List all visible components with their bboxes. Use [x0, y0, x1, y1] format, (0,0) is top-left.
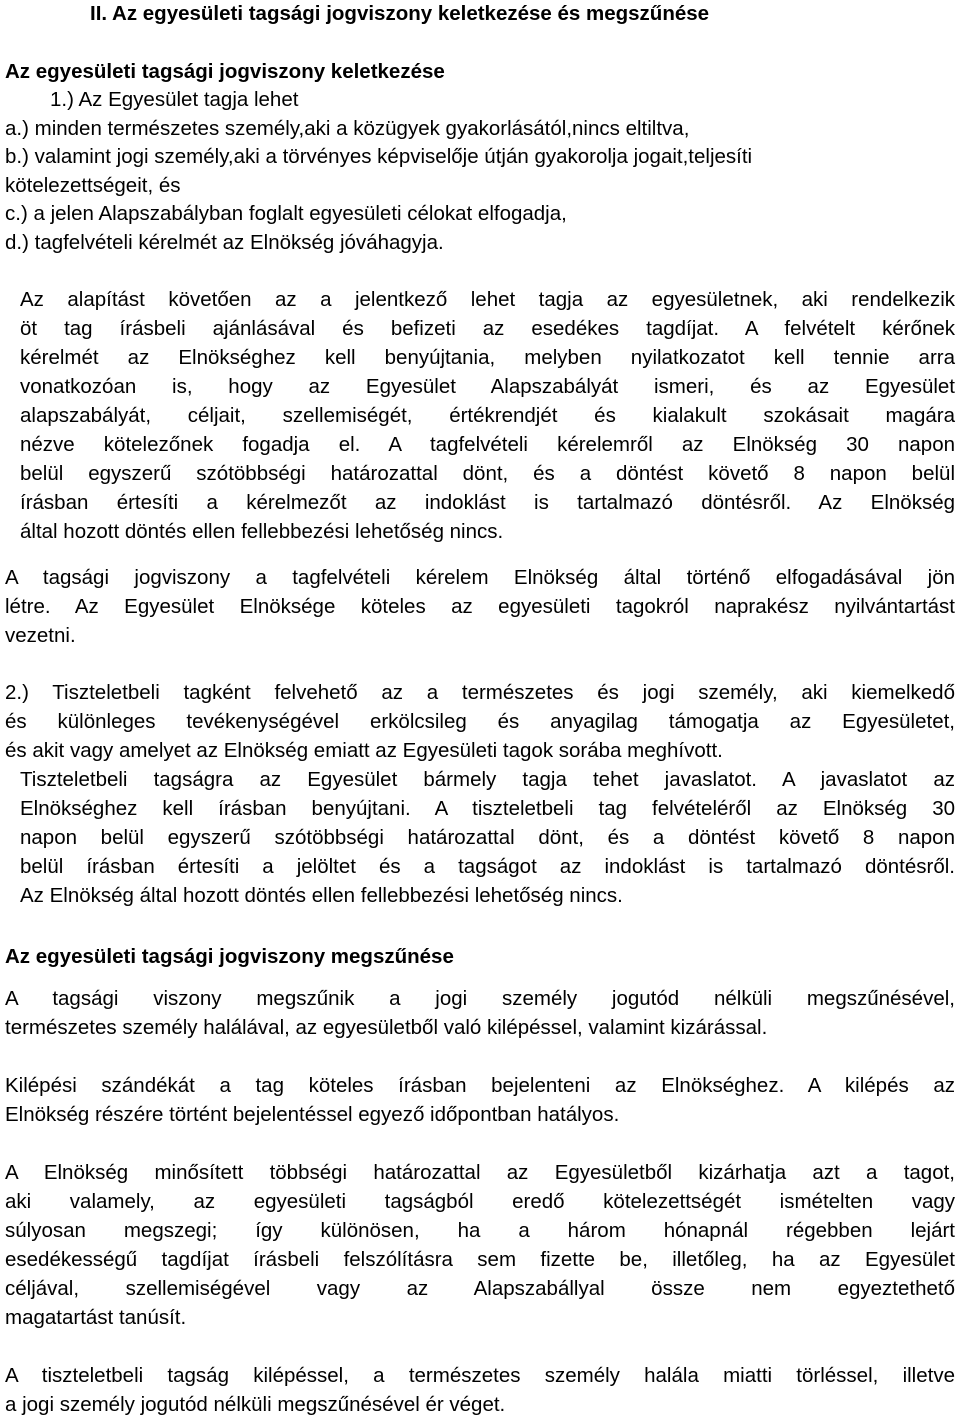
list-item-b-line-2: kötelezettségeit, és [5, 174, 181, 197]
para5-line: természetes személy halálával, az egyesületből való kilépéssel, valamint kizárással. [5, 1016, 768, 1039]
para6-line: Elnökség részére történt bejelentéssel egyező időpontban hatályos. [5, 1103, 620, 1126]
para1-line: vonatkozóan is, hogy az Egyesület Alapszabályát ismeri, és az Egyesület [20, 375, 955, 398]
para7-line: aki valamely, az egyesületi tagságból eredő kötelezettségét ismételten vagy [5, 1190, 955, 1213]
list-item-c: c.) a jelen Alapszabályban foglalt egyesületi célokat elfogadja, [5, 202, 567, 225]
para2-line: vezetni. [5, 624, 76, 647]
para7-line: esedékességű tagdíjat írásbeli felszólításra sem fizette be, illetőleg, ha az Egyesület [5, 1248, 955, 1271]
para4-line: Tiszteletbeli tagságra az Egyesület bármely tagja tehet javaslatot. A javaslatot az [20, 768, 955, 791]
para4-line: Az Elnökség által hozott döntés ellen fellebbezési lehetőség nincs. [20, 884, 623, 907]
subheading-megszunese: Az egyesületi tagsági jogviszony megszűnése [5, 945, 454, 968]
para2-line: létre. Az Egyesület Elnöksége köteles az egyesületi tagokról naprakész nyilvántartást [5, 595, 955, 618]
para7-line: A Elnökség minősített többségi határozattal az Egyesületből kizárhatja azt a tagot, [5, 1161, 955, 1184]
para3-line: és különleges tevékenységével erkölcsileg és anyagilag támogatja az Egyesületet, [5, 710, 955, 733]
para6-line: Kilépési szándékát a tag köteles írásban bejelenteni az Elnökséghez. A kilépés az [5, 1074, 955, 1097]
list-item-b-line-1: b.) valamint jogi személy,aki a törvényes képviselője útján gyakorolja jogait,teljesíti [5, 145, 753, 168]
para1-line: írásban értesíti a kérelmezőt az indoklást is tartalmazó döntésről. Az Elnökség [20, 491, 955, 514]
para7-line: céljával, szellemiségével vagy az Alapszabállyal össze nem egyeztethető [5, 1277, 955, 1300]
list-intro: 1.) Az Egyesület tagja lehet [50, 88, 299, 111]
para4-line: napon belül egyszerű szótöbbségi határozattal dönt, és a döntést követő 8 napon [20, 826, 955, 849]
para7-line: súlyosan megszegi; így különösen, ha a három hónapnál régebben lejárt [5, 1219, 955, 1242]
para1-line: alapszabályát, céljait, szellemiségét, értékrendjét és kialakult szokásait magára [20, 404, 955, 427]
para5-line: A tagsági viszony megszűnik a jogi személy jogutód nélküli megszűnésével, [5, 987, 955, 1010]
para4-line: belül írásban értesíti a jelöltet és a tagságot az indoklást is tartalmazó döntésről. [20, 855, 955, 878]
para8-line: a jogi személy jogutód nélküli megszűnésével ér véget. [5, 1393, 506, 1416]
para3-line: 2.) Tiszteletbeli tagként felvehető az a természetes és jogi személy, aki kiemelkedő [5, 681, 955, 704]
para1-line: Az alapítást követően az a jelentkező lehet tagja az egyesületnek, aki rendelkezik [20, 288, 955, 311]
subheading-keletkezese: Az egyesületi tagsági jogviszony keletkezése [5, 60, 445, 83]
list-item-d: d.) tagfelvételi kérelmét az Elnökség jóváhagyja. [5, 231, 444, 254]
para3-line: és akit vagy amelyet az Elnökség emiatt az Egyesületi tagok sorába meghívott. [5, 739, 723, 762]
para1-line: öt tag írásbeli ajánlásával és befizeti az esedékes tagdíjat. A felvételt kérőnek [20, 317, 955, 340]
para1-line: által hozott döntés ellen fellebbezési lehetőség nincs. [20, 520, 504, 543]
para2-line: A tagsági jogviszony a tagfelvételi kérelem Elnökség által történő elfogadásával jön [5, 566, 955, 589]
list-item-a: a.) minden természetes személy,aki a közügyek gyakorlásától,nincs eltiltva, [5, 117, 690, 140]
para8-line: A tiszteletbeli tagság kilépéssel, a természetes személy halála miatti törléssel, illetve [5, 1364, 955, 1387]
para1-line: belül egyszerű szótöbbségi határozattal dönt, és a döntést követő 8 napon belül [20, 462, 955, 485]
para7-line: magatartást tanúsít. [5, 1306, 187, 1329]
para4-line: Elnökséghez kell írásban benyújtani. A tiszteletbeli tag felvételéről az Elnökség 30 [20, 797, 955, 820]
para1-line: kérelmét az Elnökséghez kell benyújtania, melyben nyilatkozatot kell tennie arra [20, 346, 955, 369]
section-title: II. Az egyesületi tagsági jogviszony keletkezése és megszűnése [90, 2, 710, 25]
para1-line: nézve kötelezőnek fogadja el. A tagfelvételi kérelemről az Elnökség 30 napon [20, 433, 955, 456]
